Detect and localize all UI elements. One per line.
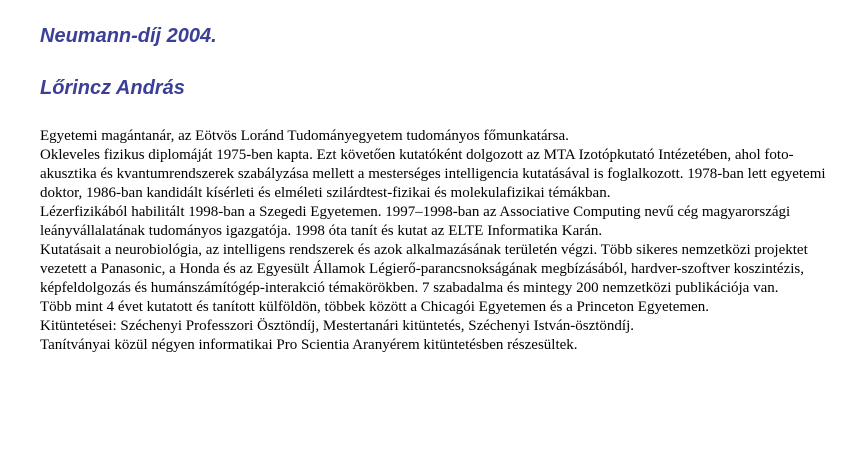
bio-paragraph-habilitation: Lézerfizikából habilitált 1998-ban a Szegedi Egyetemen. 1997–1998-ban az Associative Computing nevű cég magyarországi leányvállalatának tudományos igazgatója. 1998 óta tanít és kutat az ELTE Informatika Karán. [40,204,791,239]
bio-paragraph-education: Okleveles fizikus diplomáját 1975-ben kapta. Ezt követően kutatóként dolgozott az MTA Izotópkutató Intézetében, ahol foto-akusztika és kvantumrendszerek szabályzása mellett a mesterséges intelligencia kutatásával is foglalkozott. 1978-ban lett egyetemi doktor, 1986-ban kandidált kísérleti és elméleti szilárdtest-fizikai és molekulafizikai témákban. [40,147,826,201]
bio-paragraph-position: Egyetemi magántanár, az Eötvös Loránd Tudományegyetem tudományos főmunkatársa. [40,128,569,144]
biography [40,127,840,355]
award-title: Neumann-díj 2004. [40,25,217,47]
bio-paragraph-awards: Kitüntetései: Széchenyi Professzori Ösztöndíj, Mestertanári kitüntetés, Széchenyi István-ösztöndíj. [40,318,635,334]
bio-paragraph-research: Kutatásait a neurobiológia, az intelligens rendszerek és azok alkalmazásának területén végzi. Több sikeres nemzetközi projektet vezetett a Panasonic, a Honda és az Egyesült Államok Légierő-parancsnokságának megbízásából, hardver-szoftver koszintézis, képfeldolgozás és humánszámítógép-interakció témakörökben. 7 szabadalma és mintegy 200 nemzetközi publikációja van. [40,242,808,296]
person-name: Lőrincz András [40,77,185,99]
bio-paragraph-students: Tanítványai közül négyen informatikai Pro Scientia Aranyérem kitüntetésben részesültek. [40,337,578,353]
bio-paragraph-abroad: Több mint 4 évet kutatott és tanított külföldön, többek között a Chicagói Egyetemen és a Princeton Egyetemen. [40,299,710,315]
